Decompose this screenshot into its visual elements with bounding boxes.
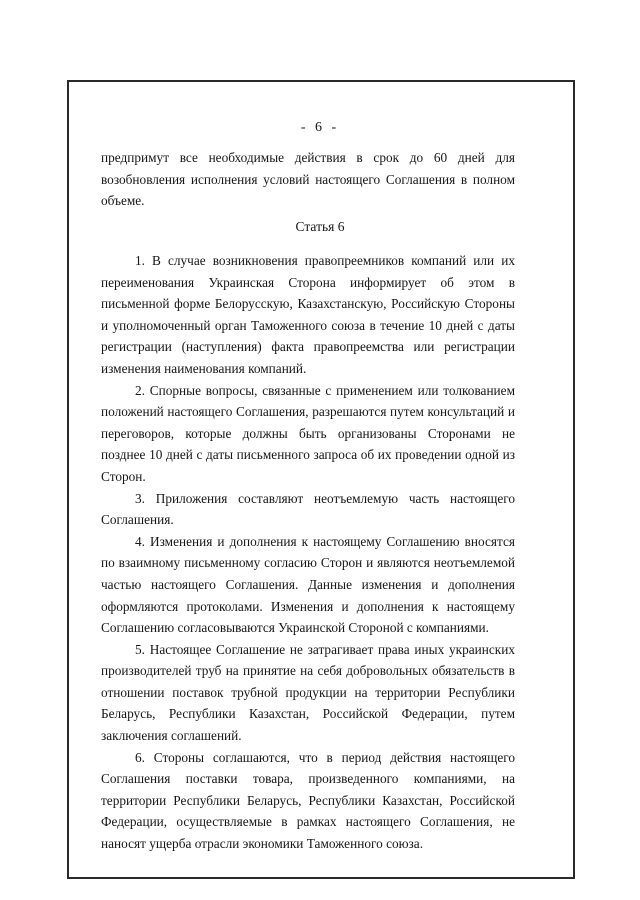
page-number: - 6 - (300, 120, 340, 135)
paragraph-5: 5. Настоящее Соглашение не затрагивает права иных украинских производителей труб на принятие на себя добровольных обязательств в отношении поставок трубной продукции на территории Республики Беларусь, Республики Казахстан, Российской Федерации, путем заключения соглашений. (101, 641, 515, 744)
paragraph-2: 2. Спорные вопросы, связанные с применением или толкованием положений настоящего Соглашения, разрешаются путем консультаций и переговоров, которые должны быть организованы Сторонами не позднее 10 дней с даты письменного запроса об их проведении одной из Сторон. (101, 382, 515, 484)
paragraph-4: 4. Изменения и дополнения к настоящему Соглашению вносятся по взаимному письменному согласию Сторон и являются неотъемлемой частью настоящего Соглашения. Данные изменения и дополнения оформляются протоколами. Изменения и дополнения к настоящему Соглашению согласовываются Украинской Стороной с компаниями. (101, 533, 515, 636)
continuation-paragraph: предпримут все необходимые действия в срок до 60 дней для возобновления исполнения условий настоящего Соглашения в полном объеме. (101, 150, 515, 209)
article-heading: Статья 6 (295, 219, 345, 234)
paragraph-6: 6. Стороны соглашаются, что в период действия настоящего Соглашения поставки товара, произведенного компаниями, на территории Республики Беларусь, Республики Казахстан, Российской Федерации, осуществляемые в рамках настоящего Соглашения, не наносят ущерба отрасли экономики Таможенного союза. (101, 749, 515, 852)
paragraph-1: 1. В случае возникновения правопреемников компаний или их переименования Украинская Сторона информирует об этом в письменной форме Белорусскую, Казахстанскую, Российскую Стороны и уполномоченный орган Таможенного союза в течение 10 дней с даты регистрации (наступления) факта правопреемства или регистрации изменения наименования компаний. (101, 253, 515, 376)
continuation-block (101, 147, 515, 212)
paragraph-3: 3. Приложения составляют неотъемлемую часть настоящего Соглашения. (101, 490, 515, 528)
article-body (101, 250, 515, 855)
